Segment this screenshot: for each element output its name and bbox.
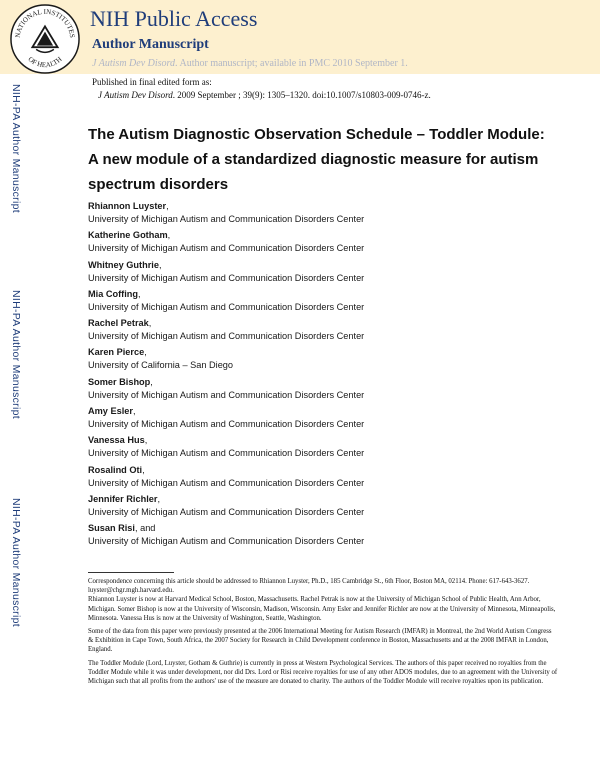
author-entry [88, 259, 558, 288]
availability-text: . Author manuscript; available in PMC 2010 September 1. [175, 58, 408, 69]
author-entry [88, 200, 558, 229]
author-affiliation: University of Michigan Autism and Communication Disorders Center [88, 419, 365, 430]
availability-line [92, 58, 408, 69]
author-separator: , [150, 376, 153, 387]
author-name: Rachel Petrak [88, 318, 149, 329]
article-title: The Autism Diagnostic Observation Schedule – Toddler Module: A new module of a standardized diagnostic measure for autism spectrum disorders [88, 126, 545, 193]
author-entry [88, 288, 558, 317]
footnote-correspondence: Correspondence concerning this article should be addressed to Rhiannon Luyster, Ph.D., 185 Cambridge St., 6th Floor, Boston MA, 02114. Phone: 617-643-3627. luyster@chgr.mgh.harvard.edu. Rhiannon Luyster is now at Harvard Medical School, Boston, Massachusetts. Rachel Petrak is now at the University of Michigan School of Public Health, Ann Arbor, Michigan. Somer Bishop is now at the University of Wisconsin, Madison, Wisconsin. Amy Esler and Jennifer Richler are now at the University of Minnesota, Minneapolis, Minnesota. Vanessa Hus is now at the University of Washington, Seattle, Washington. [88, 578, 556, 622]
publication-info [92, 76, 431, 102]
author-entry [88, 346, 558, 375]
footnote-royalties: The Toddler Module (Lord, Luyster, Gotham & Guthrie) is currently in press at Western Psychological Services. The authors of this paper received no royalties from the Toddler Module while it was under development, nor did Drs. Lord or Risi receive royalties for use of any other ADOS modules, due to an agreement with the University of Michigan such that all profits from the authors' use of the measure are donated to charity. The authors of the Toddler Module will receive royalties upon its publication. [88, 659, 558, 686]
author-name: Whitney Guthrie [88, 259, 159, 270]
author-name-line [88, 346, 558, 359]
author-affiliation: University of Michigan Autism and Communication Disorders Center [88, 477, 365, 488]
author-name: Karen Pierce [88, 347, 145, 358]
footnotes [88, 577, 558, 690]
author-separator: , [144, 435, 148, 446]
author-name: Rhiannon Luyster [88, 201, 167, 211]
author-name-line [88, 434, 558, 447]
availability-journal: J Autism Dev Disord [92, 58, 176, 69]
seal-text-bottom: OF HEALTH [26, 55, 64, 70]
author-name-line [88, 200, 558, 213]
author-affiliation: University of Michigan Autism and Communication Disorders Center [88, 331, 365, 342]
author-affiliation: University of Michigan Autism and Communication Disorders Center [88, 243, 365, 254]
footnote-presented: Some of the data from this paper were previously presented at the 2006 International Meeting for Autism Research (IMFAR) in Montreal, the 2nd World Autism Congress & Exhibition in Cape Town, South Africa, the 2007 Society for Research in Child Development conference in Boston, Massachusetts and at the 2008 IMFAR in London, England. [88, 628, 552, 654]
author-affiliation: University of Michigan Autism and Communication Disorders Center [88, 448, 365, 459]
author-separator: , and [134, 523, 156, 534]
author-entry [88, 317, 558, 346]
seal-text-top: NATIONAL INSTITUTES [13, 7, 77, 39]
author-separator: , [167, 230, 171, 241]
author-name: Katherine Gotham [88, 230, 168, 241]
author-name: Susan Risi [88, 523, 135, 534]
author-name: Mia Coffing [88, 288, 139, 299]
author-entry [88, 434, 558, 463]
author-name-line [88, 317, 558, 330]
citation [92, 89, 431, 102]
author-name: Vanessa Hus [88, 435, 145, 446]
author-name: Jennifer Richler [88, 493, 158, 504]
author-separator: , [142, 464, 145, 475]
author-affiliation: University of Michigan Autism and Communication Disorders Center [88, 301, 365, 312]
author-name: Rosalind Oti [88, 464, 143, 475]
author-separator: , [148, 318, 152, 329]
author-affiliation: University of California – San Diego [88, 360, 234, 371]
author-affiliation: University of Michigan Autism and Communication Disorders Center [88, 214, 365, 224]
author-list [88, 200, 558, 552]
author-separator: , [158, 259, 162, 270]
author-entry [88, 464, 558, 493]
author-entry [88, 493, 558, 522]
citation-details: . 2009 September ; 39(9): 1305–1320. doi:10.1007/s10803-009-0746-z. [172, 90, 431, 100]
author-manuscript-label: Author Manuscript [92, 37, 209, 52]
author-name-line [88, 229, 558, 242]
citation-journal: J Autism Dev Disord [98, 90, 173, 100]
author-affiliation: University of Michigan Autism and Communication Disorders Center [88, 506, 365, 517]
author-name-line [88, 405, 558, 418]
author-separator: , [157, 493, 161, 504]
author-name: Somer Bishop [88, 376, 151, 387]
author-name-line [88, 376, 558, 389]
side-label-3: NIH-PA Author Manuscript [10, 498, 22, 627]
author-entry [88, 405, 558, 434]
published-in-label: Published in final edited form as: [92, 77, 212, 87]
footnote-rule [88, 572, 174, 573]
author-name-line [88, 493, 558, 506]
author-name-line [88, 288, 558, 301]
side-label-1: NIH-PA Author Manuscript [10, 84, 22, 213]
author-entry [88, 522, 558, 551]
author-name: Amy Esler [88, 406, 133, 417]
author-name-line [88, 259, 558, 272]
author-separator: , [166, 201, 169, 211]
author-separator: , [144, 347, 147, 358]
author-affiliation: University of Michigan Autism and Communication Disorders Center [88, 536, 365, 547]
author-separator: , [132, 406, 136, 417]
nih-public-access-title: NIH Public Access [90, 6, 258, 31]
author-separator: , [138, 288, 141, 299]
author-name-line [88, 464, 558, 477]
nih-seal-logo [8, 2, 82, 76]
author-affiliation: University of Michigan Autism and Communication Disorders Center [88, 389, 365, 400]
author-name-line [88, 522, 558, 535]
author-affiliation: University of Michigan Autism and Communication Disorders Center [88, 272, 365, 283]
author-entry [88, 376, 558, 405]
author-entry [88, 229, 558, 258]
side-label-2: NIH-PA Author Manuscript [10, 290, 22, 419]
